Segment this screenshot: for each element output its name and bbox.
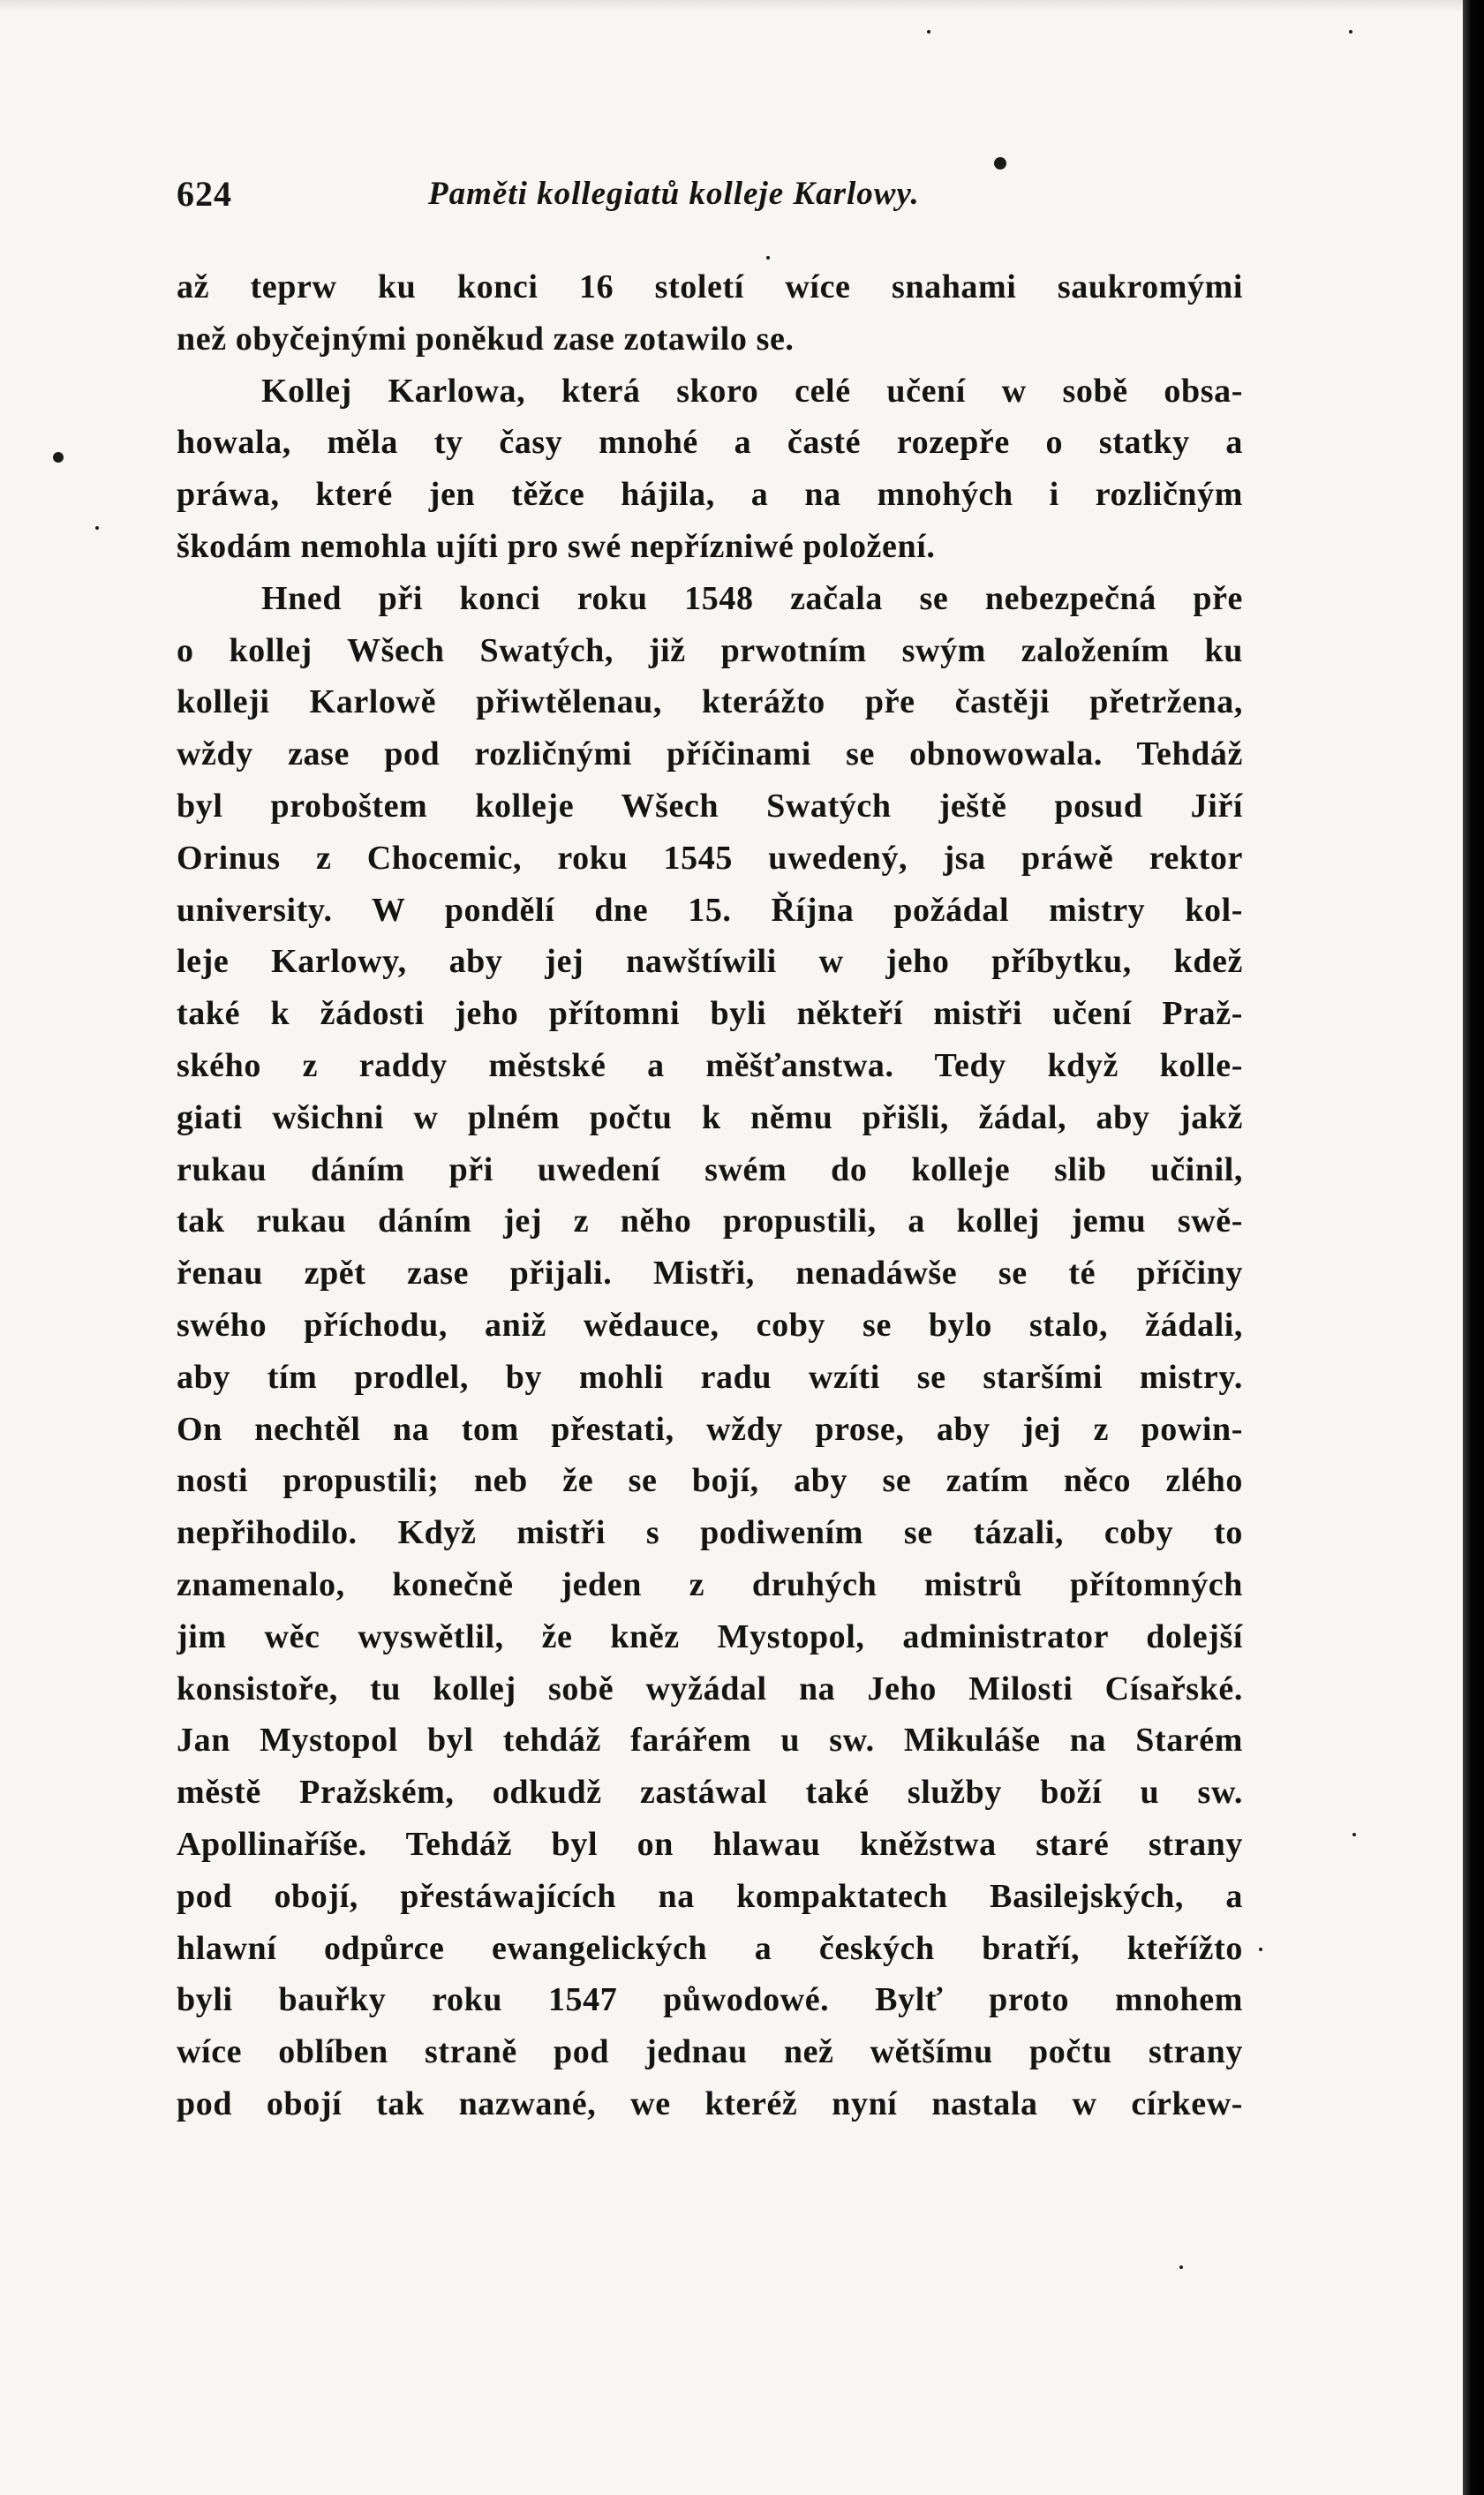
text-line: řenau zpět zase přijali. Mistři, nenadáwše se té příčiny	[177, 1255, 1243, 1293]
text-line: konsistoře, tu kollej sobě wyžádal na Jeho Milosti Císařské.	[177, 1670, 1243, 1707]
text-line: o kollej Wšech Swatých, již prwotním swým založením ku	[177, 631, 1243, 669]
scan-top-shadow	[0, 0, 1463, 12]
scan-speck	[95, 526, 99, 530]
text-line: howala, měla ty časy mnohé a časté rozepře o statky a	[177, 424, 1243, 462]
text-line: nepřihodilo. Když mistři s podiwením se tázali, coby to	[177, 1514, 1243, 1552]
scan-speck	[1259, 1948, 1262, 1951]
text-line: wždy zase pod rozličnými příčinami se obnowowala. Tehdáž	[177, 735, 1243, 773]
text-line: Kollej Karlowa, která skoro celé učení w sobě obsa-	[261, 372, 1243, 410]
text-line: také k žádosti jeho přítomni byli někteří mistři učení Praž-	[177, 995, 1243, 1033]
text-line: byli bauřky roku 1547 půwodowé. Bylť proto mnohem	[177, 1981, 1243, 2019]
page-number: 624	[177, 174, 232, 214]
scan-speck	[1349, 30, 1352, 34]
text-line: wíce oblíben straně pod jednau než wětšímu počtu strany	[177, 2033, 1243, 2071]
text-line: městě Pražském, odkudž zastáwal také služby boží u sw.	[177, 1774, 1243, 1812]
text-line: Jan Mystopol byl tehdáž farářem u sw. Mikuláše na Starém	[177, 1722, 1243, 1760]
running-title: Paměti kollegiatů kolleje Karlowy.	[428, 176, 920, 212]
scan-speck	[994, 157, 1006, 170]
text-line: pod obojí tak nazwané, we kteréž nyní nastala w církew-	[177, 2084, 1243, 2122]
text-line: leje Karlowy, aby jej nawštíwili w jeho příbytku, kdež	[177, 943, 1243, 981]
scan-speck	[927, 30, 930, 34]
text-line: hlawní odpůrce ewangelických a českých bratří, kteřížto	[177, 1929, 1243, 1967]
text-line: pod obojí, přestáwajících na kompaktatech Basilejských, a	[177, 1877, 1243, 1915]
scan-speck	[53, 452, 64, 463]
text-line: škodám nemohla ujíti pro swé nepřízniwé položení.	[177, 527, 936, 565]
scan-speck	[766, 256, 770, 260]
text-line: kolleji Karlowě přiwtělenau, kterážto pře častěji přetržena,	[177, 683, 1243, 721]
text-line: jim wěc wyswětlil, že kněz Mystopol, administrator dolejší	[177, 1617, 1243, 1655]
text-line: Orinus z Chocemic, roku 1545 uwedený, jsa práwě rektor	[177, 839, 1243, 877]
text-line: nosti propustili; neb že se bojí, aby se zatím něco zlého	[177, 1462, 1243, 1500]
scan-right-edge	[1463, 0, 1484, 2495]
text-line: až teprw ku konci 16 století wíce snahami saukromými	[177, 268, 1243, 305]
text-line: rukau dáním při uwedení swém do kolleje slib učinil,	[177, 1150, 1243, 1188]
text-line: giati wšichni w plném počtu k němu přišli, žádal, aby jakž	[177, 1098, 1243, 1136]
text-line: Apollinaříše. Tehdáž byl on hlawau kněžstwa staré strany	[177, 1825, 1243, 1863]
text-line: práwa, které jen těžce hájila, a na mnohých i rozličným	[177, 476, 1243, 514]
body-text	[177, 261, 1243, 2130]
text-line: On nechtěl na tom přestati, wždy prose, aby jej z powin-	[177, 1410, 1243, 1448]
text-line: ského z raddy městské a měšťanstwa. Tedy když kolle-	[177, 1046, 1243, 1084]
text-line: swého příchodu, aniž wědauce, coby se bylo stalo, žádali,	[177, 1306, 1243, 1344]
scan-speck	[1179, 2265, 1183, 2269]
text-line: Hned při konci roku 1548 začala se nebezpečná pře	[261, 579, 1243, 617]
scan-speck	[1352, 1833, 1356, 1836]
text-line: znamenalo, konečně jeden z druhých mistrů přítomných	[177, 1565, 1243, 1603]
text-line: tak rukau dáním jej z něho propustili, a kollej jemu swě-	[177, 1202, 1243, 1240]
text-line: aby tím prodlel, by mohli radu wzíti se staršími mistry.	[177, 1358, 1243, 1396]
page-header	[177, 173, 1245, 226]
text-line: než obyčejnými poněkud zase zotawilo se.	[177, 320, 795, 358]
text-line: university. W pondělí dne 15. Října požádal mistry kol-	[177, 891, 1243, 929]
text-line: byl proboštem kolleje Wšech Swatých ještě posud Jiří	[177, 787, 1243, 825]
